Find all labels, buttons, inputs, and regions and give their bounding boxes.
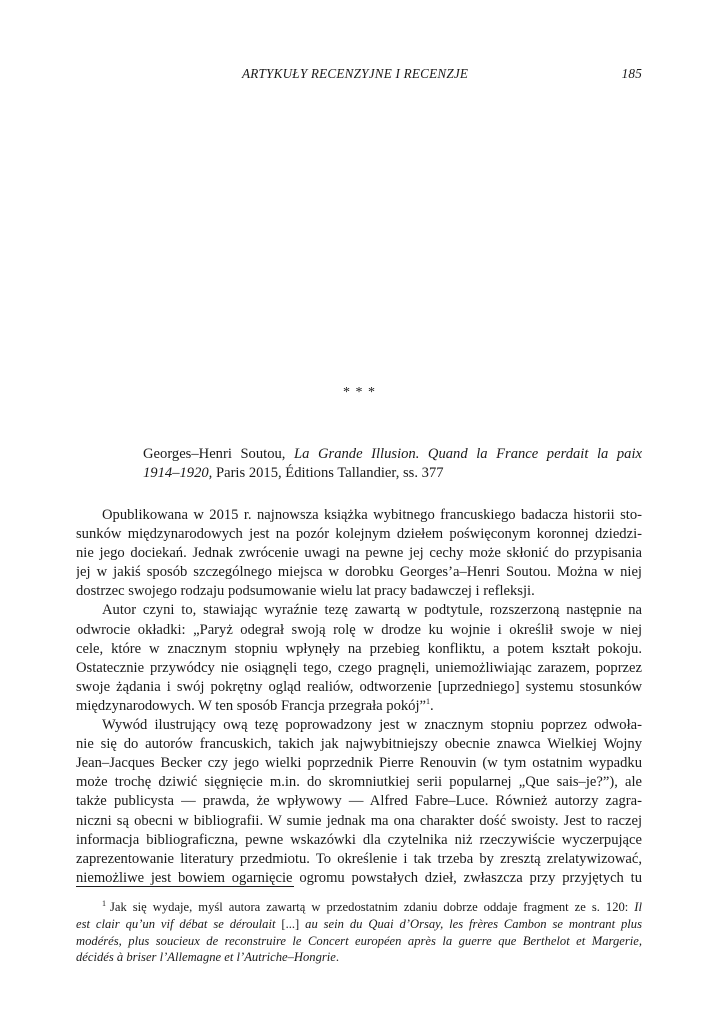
text-line: Autor czyni to, stawiając wyraźnie tezę zawartą w podtytule, rozszerzoną następnie na	[102, 602, 642, 619]
section-separator: * * *	[343, 385, 376, 400]
text-line: niemożliwe jest bowiem ogarnięcie ogromu powstałych dzieł, zwłaszcza przy przyjętych tu	[76, 869, 642, 886]
citation-author: Georges–Henri Soutou,	[143, 446, 295, 462]
running-header-title: ARTYKUŁY RECENZYJNE I RECENZJE	[242, 66, 469, 81]
footnote-end: .	[335, 950, 340, 965]
footnote-1	[76, 899, 642, 966]
text-line: cele, które w znacznym stopniu wpłynęły na przebieg konfliktu, a potem kształt pokoju.	[76, 640, 642, 657]
footnote-quote: Il	[634, 900, 642, 914]
paragraph-3	[76, 716, 642, 888]
footnote-quote: modérés, plus soucieux de reconstruire le Concert européen après la guerre que Berthelot et Margerie,	[76, 933, 642, 948]
text-line: może trochę dziwić sięgnięcie m.in. do skromniutkiej serii popularnej „Que sais–je?”), ale	[76, 774, 642, 791]
text-fragment: .	[430, 697, 434, 714]
citation-line-2	[143, 464, 642, 483]
footnote-reference[interactable]: 1	[426, 697, 431, 707]
footnote-ellipsis: [...]	[275, 916, 306, 931]
citation-publication: Paris 2015, Éditions Tallandier, ss. 377	[212, 465, 444, 482]
text-line: zaprezentowanie literatury przedmiotu. To określenie i tak trzeba by zresztą zrelatywizować,	[76, 850, 642, 867]
text-line: Jean–Jacques Becker czy jego wielki poprzednik Pierre Renouvin (w tym ostatnim wypadku	[76, 755, 642, 772]
page-number: 185	[621, 66, 642, 81]
citation-line-1	[143, 445, 642, 464]
text-line: informacja bibliograficzna, pewne wskazówki dla czytelnika niż rzeczywiście wyczerpujące	[76, 831, 642, 848]
running-header	[76, 66, 642, 86]
text-line: dostrzec swojego rodzaju podsumowanie wielu lat pracy badawczej i refleksji.	[76, 583, 535, 600]
review-body	[76, 506, 642, 888]
paragraph-2	[76, 601, 642, 716]
text-line: sunków międzynarodowych jest na pozór kolejnym dziełem poświęconym koronnej dziedzi-	[76, 526, 642, 543]
footnote-line-1	[76, 899, 642, 916]
review-citation	[143, 445, 642, 483]
footnote-divider	[76, 886, 294, 887]
text-line: Opublikowana w 2015 r. najnowsza książka wybitnego francuskiego badacza historii sto-	[102, 507, 642, 523]
text-line: Ostatecznie przywódcy nie osiągnęli tego, czego pragnęli, uniemożliwiając zarazem, poprzez	[76, 659, 642, 676]
footnote-number: 1	[102, 899, 106, 908]
footnote-line-2	[76, 916, 642, 933]
text-line: nie się do autorów francuskich, takich jak najwybitniejszy obecnie znawca Wielkiej Wojny	[76, 736, 642, 753]
footnote-line-3	[76, 933, 642, 950]
footnote-line-4	[76, 949, 642, 966]
text-line: odwrocie okładki: „Paryż odegrał swoją rolę w drodze ku wojnie i określił swoje w niej	[76, 621, 642, 638]
paragraph-1	[76, 506, 642, 601]
text-line	[76, 697, 642, 716]
footnote-quote: est clair qu’un vif débat se déroulait	[76, 916, 276, 931]
citation-title: La Grande Illusion. Quand la France perdait la paix	[294, 446, 642, 462]
text-fragment: międzynarodowych. W ten sposób Francja przegrała pokój”	[76, 697, 427, 714]
text-line: jej w jakiś sposób szczególnego miejsca w dorobku Georges’a–Henri Soutou. Można w niej	[76, 564, 642, 581]
text-line: także publicysta — prawda, że wpływowy — Alfred Fabre–Luce. Również autorzy zagra-	[76, 793, 642, 810]
footnote-intro: Jak się wydaje, myśl autora zawartą w przedostatnim zdaniu dobrze oddaje fragment ze s. 120:	[110, 900, 635, 914]
text-line: niczni są obecni w bibliografii. W sumie jednak ma ona charakter dość swoisty. Jest to raczej	[76, 812, 642, 829]
text-line: swoje żądania i swój pokrętny ogląd realiów, odtworzenie [uprzedniego] systemu stosunków	[76, 678, 642, 695]
footnote-quote: décidés à briser l’Allemagne et l’Autriche–Hongrie	[76, 950, 336, 965]
footnote-quote: au sein du Quai d’Orsay, les frères Cambon se montrant plus	[305, 916, 642, 931]
text-line: Wywód ilustrujący ową tezę poprowadzony jest w znacznym stopniu poprzez odwoła-	[102, 717, 642, 734]
citation-title-years: 1914–1920,	[143, 465, 213, 482]
text-line: nie jego dociekań. Jednak zwrócenie uwagi na pewne jej cechy może skłonić do przypisania	[76, 545, 642, 562]
